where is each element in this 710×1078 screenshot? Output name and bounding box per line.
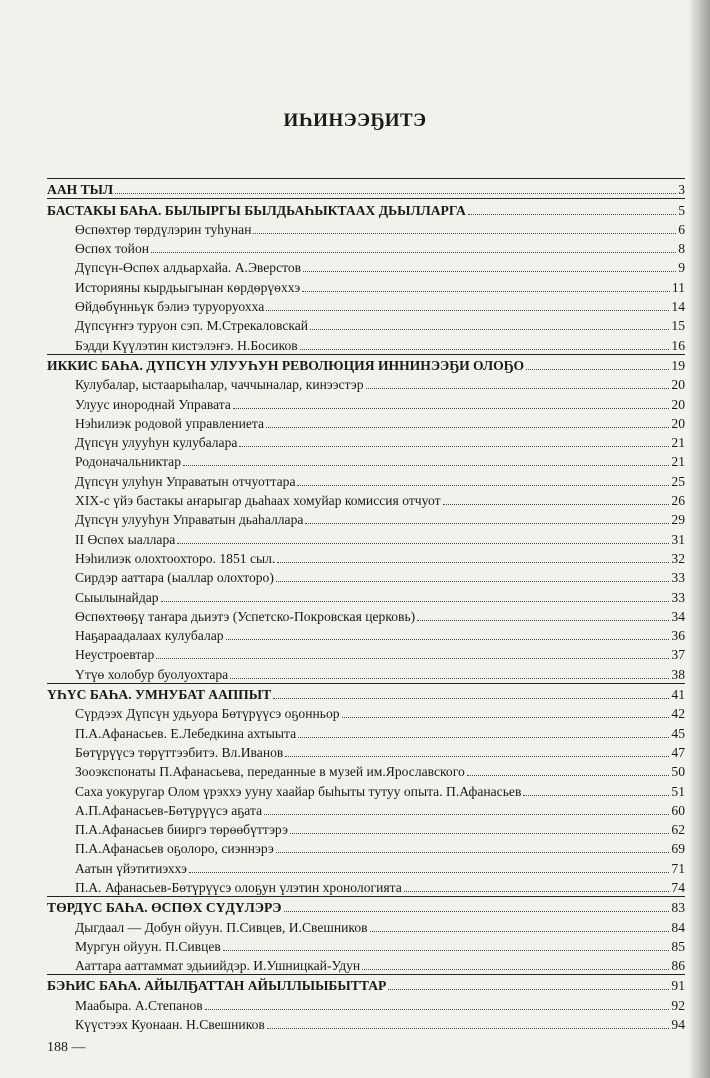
toc-label: Дүпсүн-Өспөх алдьархайа. А.Эверстов — [75, 260, 302, 276]
table-of-contents — [47, 178, 685, 1033]
toc-label: П.А.Афанасьев. Е.Лебедкина ахтыыта — [75, 725, 297, 741]
toc-entry-row — [47, 296, 685, 315]
dot-leader — [388, 989, 669, 990]
toc-page-number: 21 — [671, 435, 685, 451]
toc-entry-row — [47, 470, 685, 489]
toc-entry-row — [47, 548, 685, 567]
toc-page-number: 26 — [671, 493, 685, 509]
toc-label: II Өспөх ыаллара — [75, 531, 176, 547]
toc-label: Бэдди Күүлэтин кистэлэҥэ. Н.Босиков — [75, 337, 298, 353]
toc-label: Дүпсүн улуһун Управатын отчуоттара — [75, 473, 296, 489]
toc-entry-row — [47, 393, 685, 412]
toc-page-number: 16 — [671, 337, 685, 353]
toc-entry-row — [47, 703, 685, 722]
toc-page-number: 50 — [671, 764, 685, 780]
toc-label: А.П.Афанасьев-Бөтүрүүсэ аҕата — [75, 802, 263, 818]
toc-label: Мургун ойуун. П.Сивцев — [75, 938, 221, 954]
toc-label: Маабыра. А.Степанов — [75, 997, 203, 1013]
dot-leader — [273, 698, 669, 699]
page-title: ИҺИНЭЭҔИТЭ — [283, 110, 427, 131]
toc-page-number: 74 — [671, 879, 685, 895]
dot-leader — [161, 601, 670, 602]
toc-label: Зооэкспонаты П.Афанасьева, переданные в музей им.Ярославского — [75, 764, 465, 780]
toc-section-row — [47, 896, 685, 916]
toc-page-number: 47 — [671, 744, 685, 760]
toc-entry-row — [47, 238, 685, 257]
toc-entry-row — [47, 374, 685, 393]
toc-page-number: 86 — [671, 958, 685, 974]
toc-label: Наҕараадалаах кулубалар — [75, 628, 224, 644]
dot-leader — [523, 795, 669, 796]
toc-entry-row — [47, 276, 685, 295]
dot-leader — [285, 756, 669, 757]
dot-leader — [183, 465, 669, 466]
toc-label: Өспөхтөөҕү таҥара дьиэтэ (Успетско-Покровская церковь) — [75, 608, 416, 624]
toc-entry-row — [47, 994, 685, 1013]
toc-label: ТӨРДҮС БАҺА. ӨСПӨХ СҮДҮЛЭРЭ — [47, 900, 282, 916]
toc-label: Өспөхтөр төрдүлэрин туһунан — [75, 221, 252, 237]
toc-label: Кулубалар, ыстаарыһалар, чаччыналар, кинээстэр — [75, 377, 364, 393]
dot-leader — [151, 252, 676, 253]
toc-page-number: 85 — [671, 938, 685, 954]
toc-label: Сирдэр ааттара (ыаллар олохторо) — [75, 570, 274, 586]
toc-page-number: 15 — [671, 318, 685, 334]
toc-label: Дыгдаал — Добун ойуун. П.Сивцев, И.Свешников — [75, 919, 368, 935]
toc-label: Дүпсүҥҥэ туруон сэп. М.Стрекаловскай — [75, 318, 309, 334]
dot-leader — [115, 193, 676, 194]
toc-page-number: 20 — [671, 396, 685, 412]
toc-label: ИККИС БАҺА. ДҮПСҮН УЛУУҺУН РЕВОЛЮЦИЯ ИННИНЭЭҔИ ОЛОҔО — [47, 357, 525, 373]
dot-leader — [526, 369, 669, 370]
dot-leader — [156, 658, 669, 659]
toc-label: П.А. Афанасьев-Бөтүрүүсэ олоҕун үлэтин хронологията — [75, 879, 402, 895]
toc-entry-row — [47, 955, 685, 974]
toc-entry-row — [47, 1014, 685, 1033]
toc-entry-row — [47, 490, 685, 509]
toc-entry-row — [47, 257, 685, 276]
toc-label: П.А.Афанасьев оҕолоро, сиэннэрэ — [75, 841, 274, 857]
dot-leader — [276, 581, 670, 582]
toc-entry-row — [47, 663, 685, 682]
toc-page-number: 83 — [671, 900, 685, 916]
toc-page-number: 34 — [671, 608, 685, 624]
dot-leader — [298, 737, 669, 738]
toc-entry-row — [47, 451, 685, 470]
toc-label: Аатын үйэтитиэххэ — [75, 860, 187, 876]
dot-leader — [239, 446, 669, 447]
dot-leader — [342, 717, 670, 718]
toc-label: XIX-с үйэ бастакы аҥарыгар дьаһаах хомуйар комиссия отчуот — [75, 493, 441, 509]
toc-entry-row — [47, 413, 685, 432]
toc-page-number: 51 — [671, 783, 685, 799]
toc-label: Дүпсүн улууһун Управатын дьаһаллара — [75, 512, 304, 528]
dot-leader — [290, 833, 670, 834]
dot-leader — [302, 291, 670, 292]
toc-label: Күүстээх Куонаан. Н.Свешников — [75, 1017, 265, 1033]
dot-leader — [417, 620, 669, 621]
toc-page-number: 33 — [671, 570, 685, 586]
dot-leader — [267, 1028, 670, 1029]
dot-leader — [303, 271, 676, 272]
toc-entry-row — [47, 722, 685, 741]
toc-entry-row — [47, 800, 685, 819]
toc-label: Сүрдээх Дүпсүн удьуора Бөтүрүүсэ оҕонньор — [75, 706, 340, 722]
toc-entry-row — [47, 916, 685, 935]
toc-label: Улуус инороднай Управата — [75, 396, 231, 412]
dot-leader — [305, 523, 669, 524]
dot-leader — [276, 852, 670, 853]
toc-page-number: 14 — [671, 299, 685, 315]
toc-entry-row — [47, 606, 685, 625]
toc-label: Өйдөбүнньүк бэлиэ туруоруохха — [75, 299, 265, 315]
dot-leader — [266, 310, 669, 311]
toc-label: БАСТАКЫ БАҺА. БЫЛЫРГЫ БЫЛДЬАҺЫКТААХ ДЬЫЛЛАРГА — [47, 202, 466, 218]
toc-entry-row — [47, 509, 685, 528]
dot-leader — [189, 872, 669, 873]
toc-label: Историяны кырдьыгынан көрдөрүөххэ — [75, 279, 301, 295]
toc-label: ҮҺҮС БАҺА. УМНУБАТ ААППЫТ — [47, 687, 272, 703]
toc-entry-row — [47, 877, 685, 896]
dot-leader — [443, 504, 670, 505]
toc-page-number: 20 — [671, 377, 685, 393]
toc-page-number: 20 — [671, 415, 685, 431]
toc-page-number: 32 — [671, 550, 685, 566]
toc-label: Сыылынайдар — [75, 589, 159, 605]
toc-label: Ааттара ааттаммат эдьиийдэр. И.Ушницкай-Удун — [75, 958, 361, 974]
toc-label: Неустроевтар — [75, 647, 155, 663]
page-edge-shadow — [688, 0, 710, 1078]
toc-entry-row — [47, 315, 685, 334]
toc-label: Дүпсүн улууһун кулубалара — [75, 435, 238, 451]
toc-label: Үтүө холобур буолуохтара — [75, 666, 229, 682]
toc-entry-row — [47, 742, 685, 761]
toc-page-number: 69 — [671, 841, 685, 857]
toc-page-number: 41 — [671, 687, 685, 703]
dot-leader — [284, 911, 670, 912]
toc-section-row — [47, 178, 685, 198]
toc-entry-row — [47, 528, 685, 547]
toc-entry-row — [47, 838, 685, 857]
dot-leader — [310, 329, 669, 330]
toc-entry-row — [47, 857, 685, 876]
toc-page-number: 62 — [671, 822, 685, 838]
toc-page-number: 5 — [678, 202, 685, 218]
toc-entry-row — [47, 334, 685, 353]
toc-section-row — [47, 974, 685, 994]
toc-page-number: 60 — [671, 802, 685, 818]
dot-leader — [362, 969, 669, 970]
toc-page-number: 21 — [671, 454, 685, 470]
dot-leader — [404, 891, 670, 892]
toc-label: Саха уокуругар Олом үрэххэ ууну хаайар быһыты тутуу опыта. П.Афанасьев — [75, 783, 522, 799]
toc-label: Бөтүрүүсэ төрүттээбитэ. Вл.Иванов — [75, 744, 284, 760]
toc-page-number: 37 — [671, 647, 685, 663]
toc-section-row — [47, 683, 685, 703]
dot-leader — [266, 427, 669, 428]
dot-leader — [223, 950, 670, 951]
toc-label: П.А.Афанасьев бииргэ төрөөбүттэрэ — [75, 822, 288, 838]
dot-leader — [366, 388, 670, 389]
dot-leader — [370, 931, 670, 932]
toc-page-number: 71 — [671, 860, 685, 876]
toc-page-number: 84 — [671, 919, 685, 935]
toc-entry-row — [47, 432, 685, 451]
toc-page-number: 31 — [671, 531, 685, 547]
toc-label: Нэһилиэк олохтоохторо. 1851 сыл. — [75, 550, 276, 566]
toc-label: Өспөх тойон — [75, 241, 150, 257]
dot-leader — [264, 814, 669, 815]
dot-leader — [226, 639, 670, 640]
toc-section-row — [47, 198, 685, 218]
toc-page-number: 9 — [678, 260, 685, 276]
dot-leader — [253, 233, 676, 234]
toc-label: Нэһилиэк родовой управлениета — [75, 415, 265, 431]
dot-leader — [468, 214, 676, 215]
dot-leader — [297, 485, 669, 486]
toc-entry-row — [47, 567, 685, 586]
toc-entry-row — [47, 625, 685, 644]
toc-page-number: 42 — [671, 706, 685, 722]
toc-page-number: 19 — [671, 357, 685, 373]
toc-page-number: 11 — [671, 279, 685, 295]
toc-page-number: 36 — [671, 628, 685, 644]
dot-leader — [177, 543, 669, 544]
toc-page-number: 25 — [671, 473, 685, 489]
dot-leader — [277, 562, 669, 563]
dot-leader — [233, 408, 669, 409]
toc-page-number: 45 — [671, 725, 685, 741]
toc-section-row — [47, 354, 685, 374]
toc-page-number: 92 — [671, 997, 685, 1013]
toc-page-number: 29 — [671, 512, 685, 528]
toc-page-number: 33 — [671, 589, 685, 605]
page-number: 188 — — [47, 1040, 86, 1055]
toc-entry-row — [47, 644, 685, 663]
dot-leader — [300, 349, 670, 350]
toc-label: БЭҺИС БАҺА. АЙЫЛҔАТТАН АЙЫЛЛЫЫБЫТТАР — [47, 978, 387, 994]
toc-page-number: 91 — [671, 978, 685, 994]
toc-entry-row — [47, 819, 685, 838]
toc-page-number: 6 — [678, 221, 685, 237]
toc-entry-row — [47, 219, 685, 238]
toc-entry-row — [47, 936, 685, 955]
dot-leader — [205, 1009, 670, 1010]
toc-entry-row — [47, 586, 685, 605]
toc-label: Родоначальниктар — [75, 454, 181, 470]
dot-leader — [467, 775, 670, 776]
toc-entry-row — [47, 761, 685, 780]
toc-label: ААН ТЫЛ — [47, 182, 114, 198]
toc-entry-row — [47, 780, 685, 799]
toc-page-number: 38 — [671, 666, 685, 682]
toc-page-number: 3 — [678, 182, 685, 198]
toc-page-number: 94 — [671, 1017, 685, 1033]
toc-page-number: 8 — [678, 241, 685, 257]
dot-leader — [230, 678, 669, 679]
